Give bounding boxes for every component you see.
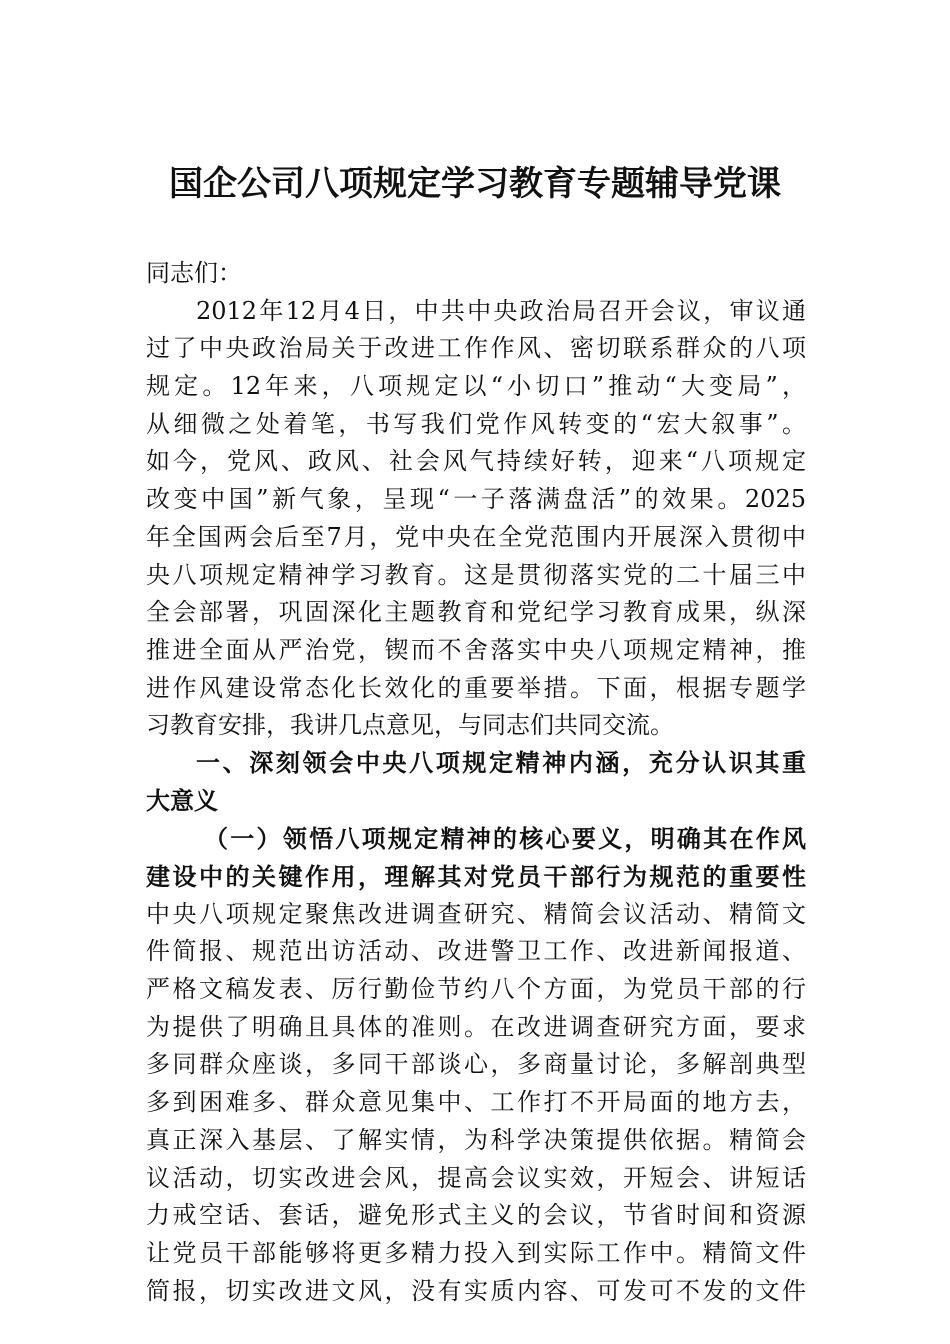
body-line: 从细微之处着笔，书写我们党作风转变的“宏大叙事”。	[146, 409, 806, 438]
section-heading-line: 大意义	[146, 786, 218, 815]
body-line: 过了中央政治局关于改进工作作风、密切联系群众的八项	[146, 334, 806, 363]
body-line: 中央八项规定聚焦改进调查研究、精简会议活动、精简文	[146, 899, 806, 928]
body-line: 2012年12月4日，中共中央政治局召开会议，审议通	[196, 296, 806, 325]
body-line: 习教育安排，我讲几点意见，与同志们共同交流。	[146, 711, 674, 740]
body-line: 为提供了明确且具体的准则。在改进调查研究方面，要求	[146, 1012, 806, 1041]
subsection-heading-line: （一）领悟八项规定精神的核心要义，明确其在作风	[204, 824, 806, 854]
body-line: 多同群众座谈，多同干部谈心，多商量讨论，多解剖典型	[146, 1050, 806, 1079]
body-line: 件简报、规范出访活动、改进警卫工作、改进新闻报道、	[146, 937, 806, 966]
body-line: 力戒空话、套话，避免形式主义的会议，节省时间和资源	[146, 1201, 806, 1230]
body-line: 议活动，切实改进会风，提高会议实效，开短会、讲短话	[146, 1163, 806, 1192]
body-line: 全会部署，巩固深化主题教育和党纪学习教育成果，纵深	[146, 598, 806, 627]
body-line: 推进全面从严治党，锲而不舍落实中央八项规定精神，推	[146, 635, 806, 664]
document-title: 国企公司八项规定学习教育专题辅导党课	[169, 164, 781, 204]
body-line: 进作风建设常态化长效化的重要举措。下面，根据专题学	[146, 673, 806, 702]
body-line: 真正深入基层、了解实情，为科学决策提供依据。精简会	[146, 1125, 806, 1154]
body-line: 简报，切实改进文风，没有实质内容、可发可不发的文件	[146, 1276, 806, 1305]
section-heading-line: 一、深刻领会中央八项规定精神内涵，充分认识其重	[196, 748, 806, 777]
body-line: 多到困难多、群众意见集中、工作打不开局面的地方去，	[146, 1088, 806, 1117]
document-body	[146, 255, 806, 1310]
body-line: 让党员干部能够将更多精力投入到实际工作中。精简文件	[146, 1238, 806, 1267]
body-line: 如今，党风、政风、社会风气持续好转，迎来“八项规定	[146, 447, 806, 476]
body-line: 改变中国”新气象，呈现“一子落满盘活”的效果。2025	[146, 485, 806, 514]
body-line: 年全国两会后至7月，党中央在全党范围内开展深入贯彻中	[146, 522, 806, 551]
body-line: 规定。12年来，八项规定以“小切口”推动“大变局”，	[146, 372, 806, 401]
body-line: 央八项规定精神学习教育。这是贯彻落实党的二十届三中	[146, 560, 806, 589]
body-line: 严格文稿发表、厉行勤俭节约八个方面，为党员干部的行	[146, 975, 806, 1004]
salutation: 同志们：	[146, 259, 242, 287]
subsection-heading-line: 建设中的关键作用，理解其对党员干部行为规范的重要性	[146, 862, 806, 891]
